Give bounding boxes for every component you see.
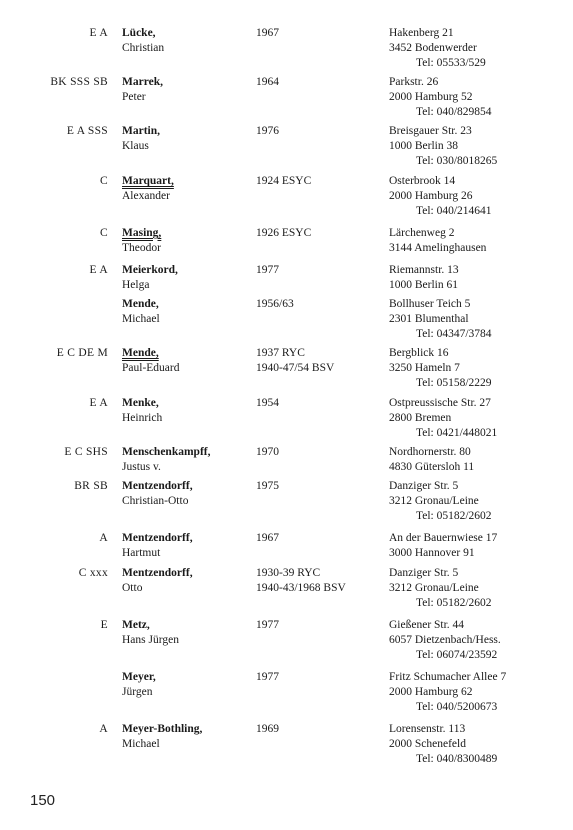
address-line: Bollhuser Teich 5 xyxy=(389,298,471,310)
surname: Menschenkampff, xyxy=(122,446,211,458)
given-name: Jürgen xyxy=(122,686,153,698)
address xyxy=(389,670,506,715)
year-line: 1940-47/54 BSV xyxy=(256,362,335,374)
year-line: 1977 xyxy=(256,671,279,683)
year-line: 1976 xyxy=(256,125,279,137)
given-name: Hans Jürgen xyxy=(122,634,179,646)
telephone: Tel: 040/829854 xyxy=(416,106,492,118)
given-name: Heinrich xyxy=(122,412,163,424)
surname: Meyer-Bothling, xyxy=(122,723,203,735)
surname: Lücke, xyxy=(122,27,156,39)
membership-years xyxy=(256,566,346,596)
membership-code: E C DE M xyxy=(56,347,108,359)
given-name: Paul-Eduard xyxy=(122,362,180,374)
membership-years xyxy=(256,346,334,376)
telephone: Tel: 040/214641 xyxy=(416,205,492,217)
membership-years xyxy=(256,226,311,241)
address-line: Osterbrook 14 xyxy=(389,175,456,187)
address xyxy=(389,722,497,767)
membership-code: E A SSS xyxy=(66,125,108,137)
membership-years xyxy=(256,26,279,41)
member-name xyxy=(122,618,179,648)
address-line: 2301 Blumenthal xyxy=(389,313,469,325)
address-line: 2000 Schenefeld xyxy=(389,738,466,750)
address-line: Nordhornerstr. 80 xyxy=(389,446,471,458)
member-name xyxy=(122,346,179,376)
address xyxy=(389,263,459,293)
address-line: 3212 Gronau/Leine xyxy=(389,582,479,594)
surname: Mentzendorff, xyxy=(122,480,193,492)
address-line: 2800 Bremen xyxy=(389,412,452,424)
address xyxy=(389,75,492,120)
address-line: Lorensenstr. 113 xyxy=(389,723,466,735)
surname: Mentzendorff, xyxy=(122,567,193,579)
member-name xyxy=(122,75,163,105)
given-name: Christian-Otto xyxy=(122,495,189,507)
year-line: 1977 xyxy=(256,619,279,631)
address-line: 2000 Hamburg 52 xyxy=(389,91,473,103)
address-line: Danziger Str. 5 xyxy=(389,567,459,579)
given-name: Michael xyxy=(122,313,160,325)
year-line: 1926 ESYC xyxy=(256,227,312,239)
given-name: Peter xyxy=(122,91,146,103)
given-name: Justus v. xyxy=(122,461,161,473)
given-name: Alexander xyxy=(122,190,170,202)
telephone: Tel: 040/8300489 xyxy=(416,753,498,765)
address xyxy=(389,174,492,219)
membership-years xyxy=(256,124,279,139)
year-line: 1937 RYC xyxy=(256,347,305,359)
membership-years xyxy=(256,479,279,494)
year-line: 1977 xyxy=(256,264,279,276)
given-name: Helga xyxy=(122,279,150,291)
address-line: 3000 Hannover 91 xyxy=(389,547,475,559)
telephone: Tel: 05158/2229 xyxy=(416,377,492,389)
address xyxy=(389,297,492,342)
membership-years xyxy=(256,670,279,685)
member-name xyxy=(122,445,211,475)
address xyxy=(389,124,497,169)
address-line: 3250 Hameln 7 xyxy=(389,362,460,374)
membership-code: C xyxy=(100,175,108,187)
address-line: Bergblick 16 xyxy=(389,347,449,359)
address-line: Breisgauer Str. 23 xyxy=(389,125,472,137)
address-line: An der Bauernwiese 17 xyxy=(389,532,498,544)
address-line: Hakenberg 21 xyxy=(389,27,454,39)
membership-code: A xyxy=(99,723,108,735)
membership-years xyxy=(256,531,279,546)
address xyxy=(389,396,497,441)
membership-years xyxy=(256,722,279,737)
member-name xyxy=(122,263,178,293)
address xyxy=(389,618,501,663)
member-name xyxy=(122,297,160,327)
address xyxy=(389,226,486,256)
year-line: 1924 ESYC xyxy=(256,175,312,187)
membership-code: C xxx xyxy=(78,567,108,579)
surname: Mende, xyxy=(122,347,159,359)
membership-code: BR SB xyxy=(74,480,108,492)
address-line: 1000 Berlin 38 xyxy=(389,140,458,152)
year-line: 1954 xyxy=(256,397,279,409)
surname: Meierkord, xyxy=(122,264,178,276)
year-line: 1956/63 xyxy=(256,298,294,310)
membership-years xyxy=(256,396,279,411)
address-line: Fritz Schumacher Allee 7 xyxy=(389,671,507,683)
membership-years xyxy=(256,297,294,312)
membership-code: A xyxy=(99,532,108,544)
address-line: 3144 Amelinghausen xyxy=(389,242,487,254)
year-line: 1975 xyxy=(256,480,279,492)
address-line: Gießener Str. 44 xyxy=(389,619,465,631)
address xyxy=(389,531,497,561)
address xyxy=(389,566,492,611)
membership-code: E A xyxy=(89,397,108,409)
surname: Martin, xyxy=(122,125,161,137)
address-line: Parkstr. 26 xyxy=(389,76,439,88)
given-name: Klaus xyxy=(122,140,149,152)
member-name xyxy=(122,174,174,204)
membership-code: BK SSS SB xyxy=(50,76,108,88)
given-name: Otto xyxy=(122,582,143,594)
year-line: 1967 xyxy=(256,532,279,544)
telephone: Tel: 06074/23592 xyxy=(416,649,498,661)
year-line: 1967 xyxy=(256,27,279,39)
telephone: Tel: 04347/3784 xyxy=(416,328,492,340)
member-name xyxy=(122,566,193,596)
given-name: Michael xyxy=(122,738,160,750)
surname: Marrek, xyxy=(122,76,163,88)
member-name xyxy=(122,531,193,561)
given-name: Theodor xyxy=(122,242,161,254)
surname: Masing, xyxy=(122,227,162,239)
surname: Metz, xyxy=(122,619,150,631)
telephone: Tel: 040/5200673 xyxy=(416,701,498,713)
surname: Mentzendorff, xyxy=(122,532,193,544)
surname: Meyer, xyxy=(122,671,156,683)
surname: Menke, xyxy=(122,397,159,409)
given-name: Christian xyxy=(122,42,165,54)
address-line: 2000 Hamburg 62 xyxy=(389,686,473,698)
year-line: 1970 xyxy=(256,446,279,458)
membership-years xyxy=(256,445,279,460)
address-line: 4830 Gütersloh 11 xyxy=(389,461,475,473)
membership-years xyxy=(256,174,311,189)
membership-years xyxy=(256,263,279,278)
address-line: 3212 Gronau/Leine xyxy=(389,495,479,507)
membership-code: E xyxy=(100,619,108,631)
surname: Mende, xyxy=(122,298,159,310)
year-line: 1964 xyxy=(256,76,279,88)
membership-code: C xyxy=(100,227,108,239)
membership-code: E A xyxy=(89,27,108,39)
address xyxy=(389,479,492,524)
membership-years xyxy=(256,618,279,633)
member-name xyxy=(122,226,161,256)
address-line: 2000 Hamburg 26 xyxy=(389,190,473,202)
address-line: 3452 Bodenwerder xyxy=(389,42,477,54)
member-name xyxy=(122,479,193,509)
surname: Marquart, xyxy=(122,175,174,187)
telephone: Tel: 030/8018265 xyxy=(416,155,498,167)
year-line: 1969 xyxy=(256,723,279,735)
year-line: 1930-39 RYC xyxy=(256,567,321,579)
address-line: 6057 Dietzenbach/Hess. xyxy=(389,634,501,646)
membership-code: E A xyxy=(89,264,108,276)
member-name xyxy=(122,26,164,56)
member-name xyxy=(122,124,160,154)
address xyxy=(389,26,486,71)
page-number: 150 xyxy=(30,792,56,809)
address-line: Lärchenweg 2 xyxy=(389,227,455,239)
address-line: Ostpreussische Str. 27 xyxy=(389,397,491,409)
address-line: Danziger Str. 5 xyxy=(389,480,459,492)
member-name xyxy=(122,670,156,700)
address xyxy=(389,445,474,475)
year-line: 1940-43/1968 BSV xyxy=(256,582,346,594)
member-name xyxy=(122,722,202,752)
given-name: Hartmut xyxy=(122,547,161,559)
member-name xyxy=(122,396,162,426)
telephone: Tel: 05533/529 xyxy=(416,57,486,69)
address-line: 1000 Berlin 61 xyxy=(389,279,458,291)
address xyxy=(389,346,492,391)
telephone: Tel: 05182/2602 xyxy=(416,597,492,609)
membership-years xyxy=(256,75,279,90)
membership-code: E C SHS xyxy=(64,446,108,458)
telephone: Tel: 05182/2602 xyxy=(416,510,492,522)
telephone: Tel: 0421/448021 xyxy=(416,427,498,439)
address-line: Riemannstr. 13 xyxy=(389,264,459,276)
